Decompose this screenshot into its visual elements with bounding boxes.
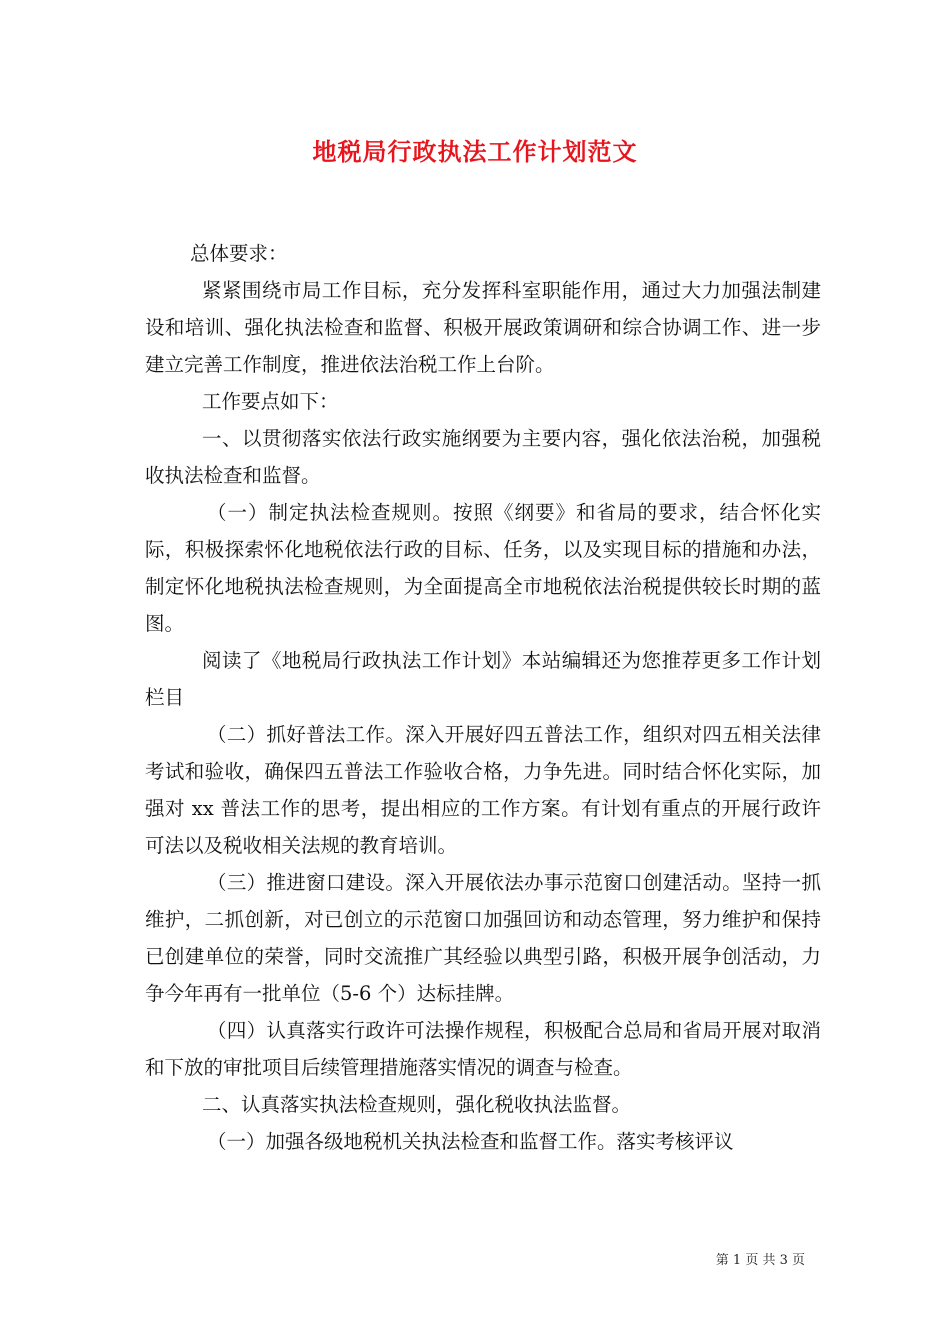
paragraph-intro: 紧紧围绕市局工作目标，充分发挥科室职能作用，通过大力加强法制建设和培训、强化执法检查和监督、积极开展政策调研和综合协调工作、进一步建立完善工作制度，推进依法治税工作上台阶。 bbox=[145, 279, 821, 376]
document-body bbox=[145, 235, 821, 1160]
paragraph-section-one: 一、以贯彻落实依法行政实施纲要为主要内容，强化依法治税，加强税收执法检查和监督。 bbox=[145, 427, 821, 487]
page-number-footer: 第 1 页 共 3 页 bbox=[715, 1253, 805, 1268]
paragraph-key-points-heading: 工作要点如下： bbox=[202, 390, 339, 413]
document-title: 地税局行政执法工作计划范文 bbox=[312, 137, 638, 166]
paragraph-item-1-4: （四）认真落实行政许可法操作规程，积极配合总局和省局开展对取消和下放的审批项目后续管理措施落实情况的调查与检查。 bbox=[145, 1019, 821, 1079]
paragraph-item-2-1: （一）加强各级地税机关执法检查和监督工作。落实考核评议 bbox=[207, 1130, 734, 1153]
paragraph-item-1-1: （一）制定执法检查规则。按照《纲要》和省局的要求，结合怀化实际，积极探索怀化地税依法行政的目标、任务，以及实现目标的措施和办法，制定怀化地税执法检查规则，为全面提高全市地税依法治税提供较长时期的蓝图。 bbox=[145, 501, 821, 635]
paragraph-overall-requirement: 总体要求： bbox=[190, 242, 288, 265]
paragraph-recommendation: 阅读了《地税局行政执法工作计划》本站编辑还为您推荐更多工作计划栏目 bbox=[145, 649, 821, 709]
paragraph-item-1-2: （二）抓好普法工作。深入开展好四五普法工作，组织对四五相关法律考试和验收，确保四五普法工作验收合格，力争先进。同时结合怀化实际，加强对 xx 普法工作的思考，提出相应的工作方案。有计划有重点的开展行政许可法以及税收相关法规的教育培训。 bbox=[145, 723, 821, 857]
paragraph-section-two: 二、认真落实执法检查规则，强化税收执法监督。 bbox=[202, 1093, 632, 1116]
paragraph-item-1-3: （三）推进窗口建设。深入开展依法办事示范窗口创建活动。坚持一抓维护，二抓创新，对已创立的示范窗口加强回访和动态管理，努力维护和保持已创建单位的荣誉，同时交流推广其经验以典型引路，积极开展争创活动，力争今年再有一批单位（5-6 个）达标挂牌。 bbox=[145, 871, 821, 1005]
